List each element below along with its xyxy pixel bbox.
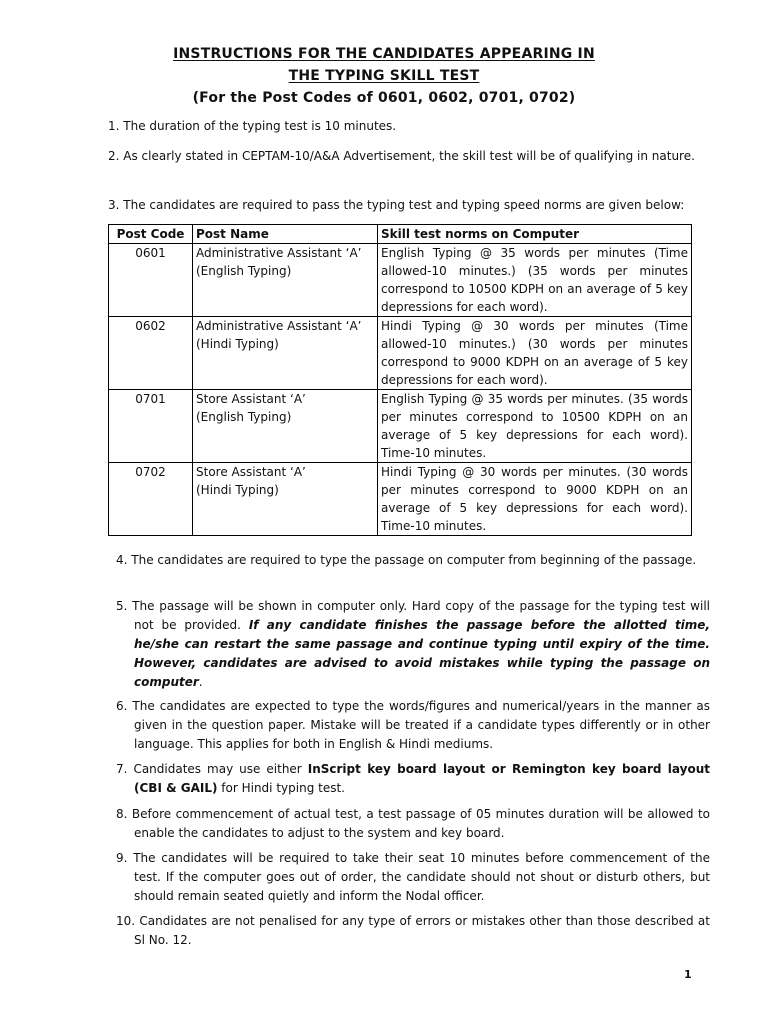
item-6: 6. The candidates are expected to type the words/figures and numerical/years in the manner as given in the question paper. Mistake will be treated if a candidate types differently or in other language. This applies for both in English & Hindi mediums. <box>116 699 710 751</box>
item-7-end: for Hindi typing test. <box>217 781 345 795</box>
post-name: Store Assistant ‘A’ <box>196 392 306 406</box>
title-line-3: (For the Post Codes of 0601, 0602, 0701, 0702) <box>192 90 576 106</box>
norm-cell: Hindi Typing @ 30 words per minutes (Time allowed-10 minutes.) (30 words per minutes correspond to 9000 KDPH on an average of 5 key depressions for each word). <box>378 317 692 390</box>
norm-cell: English Typing @ 35 words per minutes (Time allowed-10 minutes.) (35 words per minutes correspond to 10500 KDPH on an average of 5 key depressions for each word). <box>378 244 692 317</box>
table-header-row <box>109 225 692 244</box>
table-row <box>109 244 692 317</box>
item-7-emphasis: InScript key board layout or Remington key board layout (CBI & GAIL) <box>134 762 710 795</box>
item-3: 3. The candidates are required to pass the typing test and typing speed norms are given below: <box>108 198 685 212</box>
item-4: 4. The candidates are required to type the passage on computer from beginning of the passage. <box>116 553 697 567</box>
col-header-skill-norms: Skill test norms on Computer <box>378 225 692 244</box>
post-name-cell <box>193 390 378 463</box>
post-code-cell: 0602 <box>109 317 193 390</box>
col-header-post-code: Post Code <box>109 225 193 244</box>
item-10: 10. Candidates are not penalised for any type of errors or mistakes other than those described at Sl No. 12. <box>116 914 710 947</box>
item-9: 9. The candidates will be required to take their seat 10 minutes before commencement of the test. If the computer goes out of order, the candidate should not shout or disturb others, but should remain seated quietly and inform the Nodal officer. <box>116 851 710 903</box>
post-name-medium: (Hindi Typing) <box>196 483 279 497</box>
table-row <box>109 390 692 463</box>
title-line-1: INSTRUCTIONS FOR THE CANDIDATES APPEARING IN <box>173 46 595 62</box>
post-name-cell <box>193 463 378 536</box>
post-code-cell: 0702 <box>109 463 193 536</box>
item-7 <box>116 760 710 798</box>
post-name: Store Assistant ‘A’ <box>196 465 306 479</box>
item-7-text: 7. Candidates may use either <box>116 762 308 776</box>
item-2: 2. As clearly stated in CEPTAM-10/A&A Advertisement, the skill test will be of qualifying in nature. <box>108 149 695 163</box>
item-1: 1. The duration of the typing test is 10 minutes. <box>108 119 397 133</box>
post-name-medium: (English Typing) <box>196 410 292 424</box>
post-name-medium: (Hindi Typing) <box>196 337 279 351</box>
item-5 <box>116 597 710 692</box>
item-5-emphasis: If any candidate finishes the passage before the allotted time, he/she can restart the same passage and continue typing until expiry of the time. However, candidates are advised to avoid mistakes while typing the passage on computer <box>134 618 710 689</box>
norm-cell: Hindi Typing @ 30 words per minutes. (30 words per minutes correspond to 9000 KDPH on an average of 5 key depressions for each word). Time-10 minutes. <box>378 463 692 536</box>
post-code-cell: 0601 <box>109 244 193 317</box>
item-5-text: 5. The passage will be shown in computer only. Hard copy of the passage for the typing test will not be provided. <box>116 599 710 632</box>
title-line-2: THE TYPING SKILL TEST <box>288 68 480 84</box>
post-name-cell <box>193 244 378 317</box>
post-name-medium: (English Typing) <box>196 264 292 278</box>
table-row <box>109 463 692 536</box>
col-header-post-name: Post Name <box>193 225 378 244</box>
norm-cell: English Typing @ 35 words per minutes. (35 words per minutes correspond to 10500 KDPH on an average of 5 key depressions for each word). Time-10 minutes. <box>378 390 692 463</box>
item-5-end: . <box>198 675 203 689</box>
table-row <box>109 317 692 390</box>
page-number: 1 <box>684 968 692 981</box>
post-name: Administrative Assistant ‘A’ <box>196 246 362 260</box>
post-code-cell: 0701 <box>109 390 193 463</box>
typing-norms-table <box>108 224 692 536</box>
post-name: Administrative Assistant ‘A’ <box>196 319 362 333</box>
item-8: 8. Before commencement of actual test, a test passage of 05 minutes duration will be allowed to enable the candidates to adjust to the system and key board. <box>116 807 710 840</box>
post-name-cell <box>193 317 378 390</box>
